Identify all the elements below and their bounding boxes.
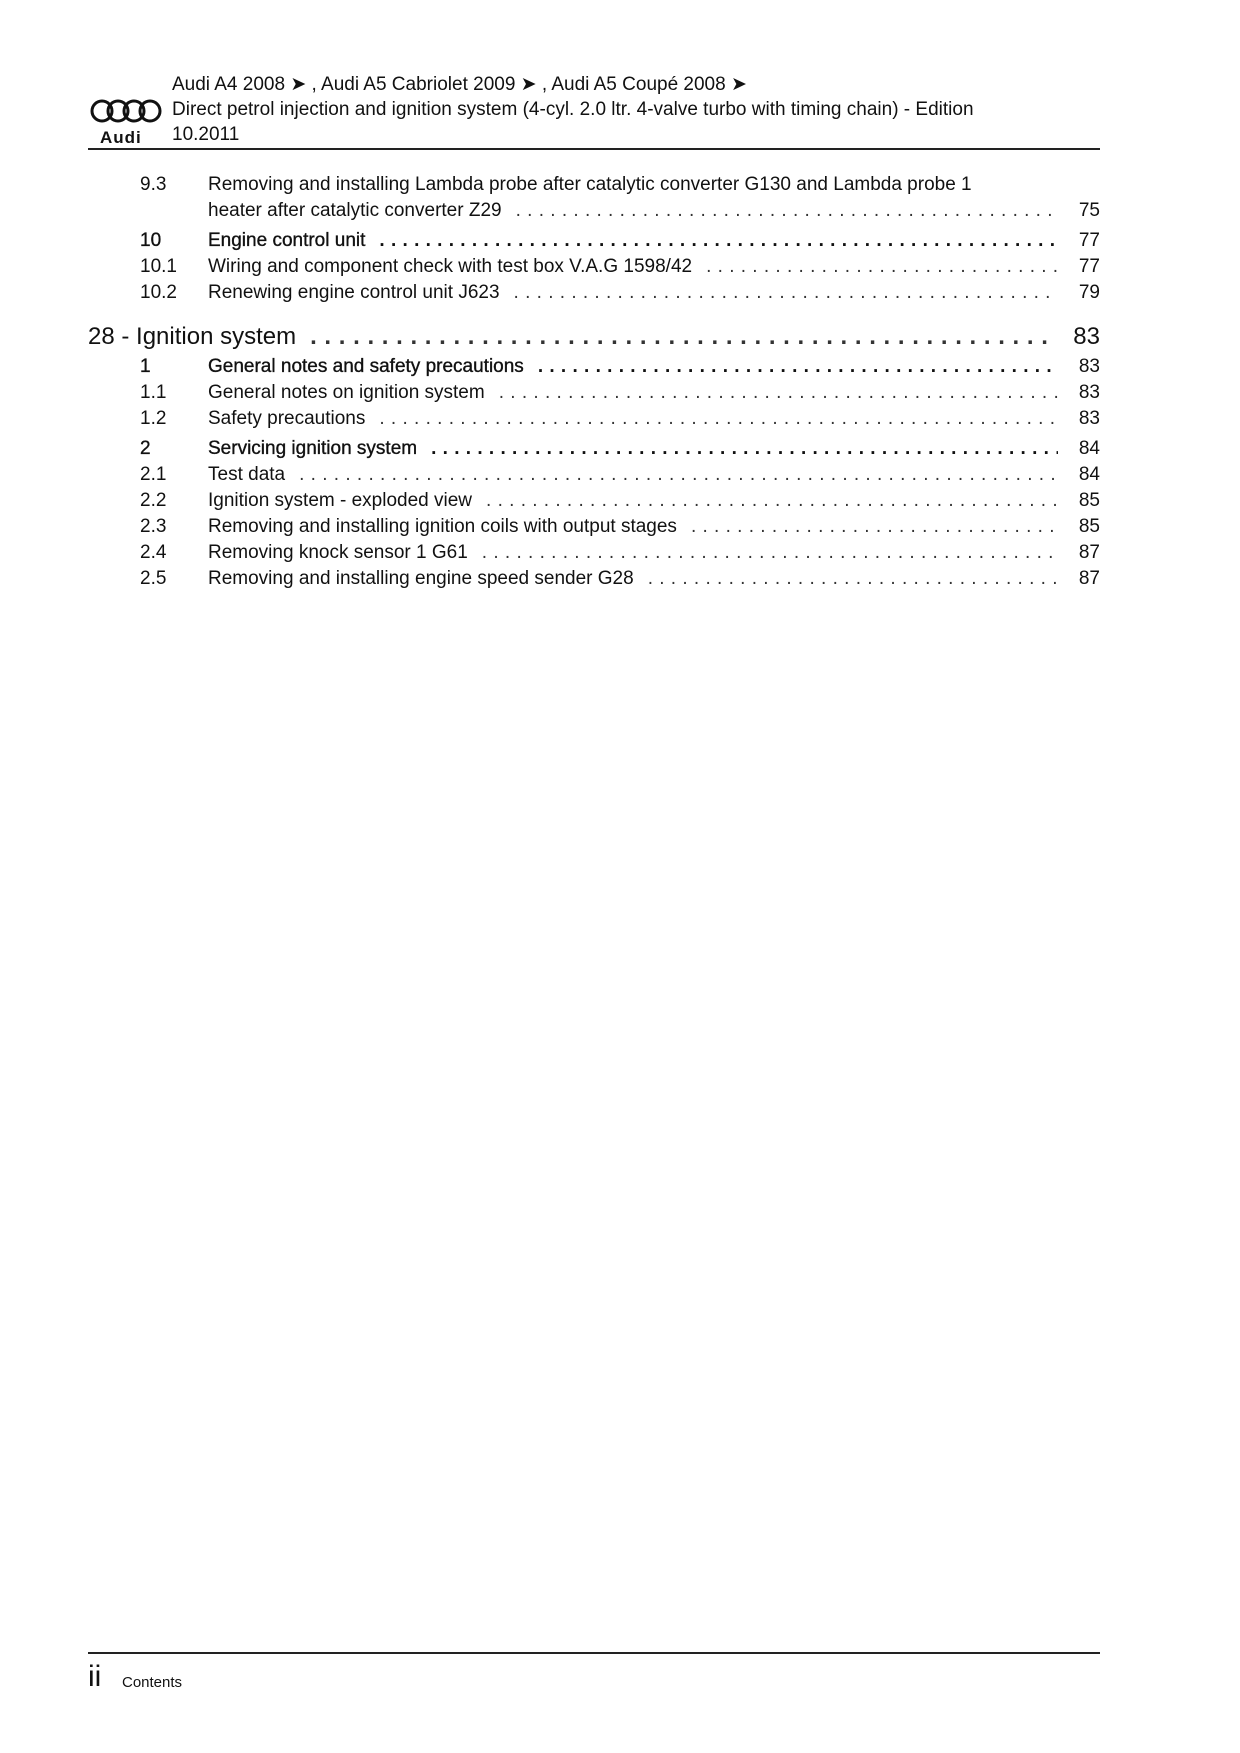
toc-entry-title: Engine control unit (208, 230, 366, 251)
toc-entry-page: 85 (1078, 516, 1100, 537)
toc-entry-title: Wiring and component check with test box V.A.G 1598/42 (208, 256, 693, 277)
toc-entry-page: 87 (1078, 568, 1100, 589)
dot-leader (486, 488, 1058, 514)
toc-entry-9-3[interactable] (88, 172, 1100, 224)
toc-entry-number: 2.5 (140, 568, 167, 589)
toc-entry-number: 2.3 (140, 516, 167, 537)
dot-leader (310, 320, 1055, 354)
toc-entry-number: 9.3 (140, 174, 167, 195)
toc-entry-page: 75 (1078, 200, 1100, 221)
dot-leader (431, 436, 1058, 462)
toc-chapter-page: 83 (1073, 323, 1100, 350)
toc-entry-2-3[interactable] (88, 514, 1100, 540)
dot-leader (706, 254, 1058, 280)
dot-leader (516, 198, 1058, 224)
audi-logo (90, 98, 164, 146)
table-of-contents (88, 172, 1100, 592)
toc-entry-number: 2.1 (140, 464, 167, 485)
toc-entry-title: Servicing ignition system (208, 438, 418, 459)
toc-entry-title: Safety precautions (208, 408, 366, 429)
footer-page-number: ii (88, 1660, 102, 1693)
dot-leader (538, 354, 1058, 380)
toc-entry-page: 84 (1078, 438, 1100, 459)
toc-entry-10[interactable] (88, 228, 1100, 254)
toc-entry-1-1[interactable] (88, 380, 1100, 406)
toc-entry-page: 87 (1078, 542, 1100, 563)
toc-entry-number: 10 (140, 230, 162, 251)
dot-leader (482, 540, 1058, 566)
toc-entry-title: Test data (208, 464, 286, 485)
toc-entry-page: 77 (1078, 256, 1100, 277)
dot-leader (514, 280, 1058, 306)
toc-chapter-title: 28 - Ignition system (88, 323, 297, 350)
toc-entry-10-1[interactable] (88, 254, 1100, 280)
dot-leader (499, 380, 1058, 406)
dot-leader (648, 566, 1058, 592)
toc-entry-number: 10.1 (140, 256, 177, 277)
toc-entry-title: Removing knock sensor 1 G61 (208, 542, 468, 563)
dot-leader (379, 406, 1058, 432)
toc-entry-page: 83 (1078, 356, 1100, 377)
header-edition: 10.2011 (172, 124, 240, 145)
dot-leader (379, 228, 1058, 254)
toc-entry-2-1[interactable] (88, 462, 1100, 488)
toc-entry-1[interactable] (88, 354, 1100, 380)
page-header (88, 70, 1100, 150)
dot-leader (299, 462, 1058, 488)
toc-entry-title: General notes on ignition system (208, 382, 485, 403)
toc-entry-2[interactable] (88, 436, 1100, 462)
toc-entry-number: 2.4 (140, 542, 167, 563)
audi-rings-icon (90, 98, 164, 124)
toc-entry-number: 1.2 (140, 408, 167, 429)
toc-entry-title: Ignition system - exploded view (208, 490, 473, 511)
toc-entry-2-5[interactable] (88, 566, 1100, 592)
toc-entry-page: 84 (1078, 464, 1100, 485)
dot-leader (691, 514, 1058, 540)
toc-entry-number: 1.1 (140, 382, 167, 403)
toc-entry-number: 2.2 (140, 490, 167, 511)
footer-label: Contents (122, 1674, 183, 1691)
audi-logo-word: Audi (100, 128, 142, 147)
toc-entry-page: 83 (1078, 382, 1100, 403)
toc-entry-title-line2: heater after catalytic converter Z29 (208, 200, 502, 221)
page-footer (88, 1652, 1100, 1693)
toc-entry-number: 2 (140, 438, 151, 459)
toc-entry-page: 77 (1078, 230, 1100, 251)
toc-entry-page: 79 (1078, 282, 1100, 303)
toc-entry-page: 83 (1078, 408, 1100, 429)
header-models: Audi A4 2008 ➤ , Audi A5 Cabriolet 2009 ➤ , Audi A5 Coupé 2008 ➤ (172, 74, 747, 95)
toc-entry-number: 10.2 (140, 282, 177, 303)
header-text (172, 72, 1092, 147)
toc-entry-title: Removing and installing engine speed sender G28 (208, 568, 634, 589)
toc-entry-title: Renewing engine control unit J623 (208, 282, 500, 303)
toc-entry-number: 1 (140, 356, 151, 377)
toc-entry-title: Removing and installing ignition coils with output stages (208, 516, 677, 537)
header-title: Direct petrol injection and ignition system (4-cyl. 2.0 ltr. 4-valve turbo with timing chain) - Edition (172, 99, 974, 120)
toc-entry-2-4[interactable] (88, 540, 1100, 566)
toc-chapter-28[interactable] (88, 320, 1100, 354)
toc-entry-title: General notes and safety precautions (208, 356, 524, 377)
toc-entry-10-2[interactable] (88, 280, 1100, 306)
toc-entry-page: 85 (1078, 490, 1100, 511)
toc-entry-1-2[interactable] (88, 406, 1100, 432)
toc-entry-title-line1: Removing and installing Lambda probe after catalytic converter G130 and Lambda probe 1 (208, 174, 972, 195)
toc-entry-2-2[interactable] (88, 488, 1100, 514)
